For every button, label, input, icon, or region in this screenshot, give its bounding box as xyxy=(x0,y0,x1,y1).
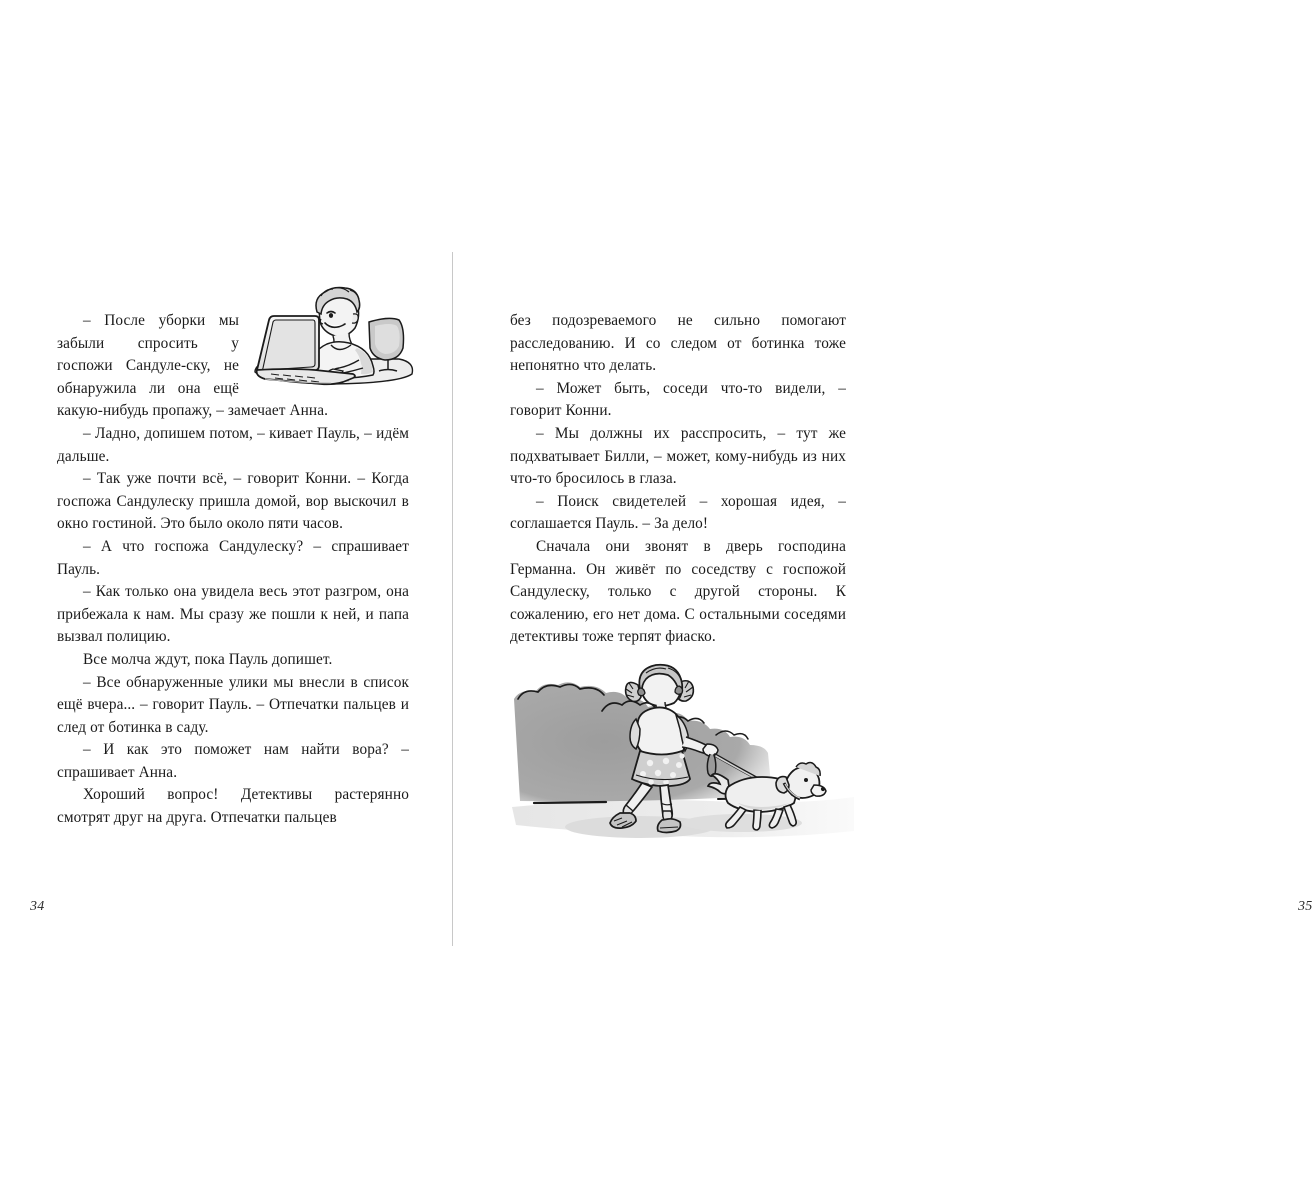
paragraph: Сначала они звонят в дверь господина Германна. Он живёт по соседству с госпожой Сандулеску, только с другой стороны. К сожалению, его нет дома. С остальными соседями детективы тоже терпят фиаско. xyxy=(510,537,846,646)
paragraph: – И как это поможет нам найти вора? – спрашивает Анна. xyxy=(57,741,409,781)
paragraph: – Мы должны их расспросить, – тут же подхватывает Билли, – может, кому-нибудь из них что-то бросилось в глаза. xyxy=(510,424,846,488)
paragraph: – Как только она увидела весь этот разгром, она прибежала к нам. Мы сразу же пошли к ней, и папа вызвал полицию. xyxy=(57,583,409,646)
paragraph: Хороший вопрос! Детективы растерянно смотрят друг на друга. Отпечатки пальцев xyxy=(57,786,409,827)
right-page-text-column xyxy=(510,310,846,649)
paragraph: – Поиск свидетелей – хорошая идея, – соглашается Пауль. – За дело! xyxy=(510,492,846,533)
paragraph: – А что госпожа Сандулеску? – спрашивает Пауль. xyxy=(57,537,409,578)
girl-walking-dog-illustration xyxy=(510,655,860,855)
paragraph: без подозреваемого не сильно помогают расследованию. И со следом от ботинка тоже непонятно что делать. xyxy=(510,312,846,375)
paragraph: – Так уже почти всё, – говорит Конни. – Когда госпожа Сандулеску пришла домой, вор выскочил в окно гостиной. Это было около пяти часов. xyxy=(57,470,409,533)
page-left xyxy=(0,0,452,1200)
paragraph: – Все обнаруженные улики мы внесли в список ещё вчера... – говорит Пауль. – Отпечатки пальцев и след от ботинка в саду. xyxy=(57,673,409,736)
page-number-right: 35 xyxy=(1298,899,1313,914)
paragraph: – Ладно, допишем потом, – кивает Пауль, – идём дальше. xyxy=(57,424,409,465)
left-page-text-column xyxy=(57,310,409,830)
paragraph: Все молча ждут, пока Пауль допишет. xyxy=(83,650,333,668)
paragraph: – Может быть, соседи что-то видели, – говорит Конни. xyxy=(510,379,846,420)
page-right xyxy=(452,0,1313,1200)
page-number-left: 34 xyxy=(30,899,45,914)
boy-typing-on-laptop-illustration xyxy=(249,286,421,389)
paragraph: – После уборки мы забыли спросить у госпожи Сандуле-ску, не обнаружила ли она ещё какую-нибудь пропажу, – замечает Анна. xyxy=(57,312,329,420)
